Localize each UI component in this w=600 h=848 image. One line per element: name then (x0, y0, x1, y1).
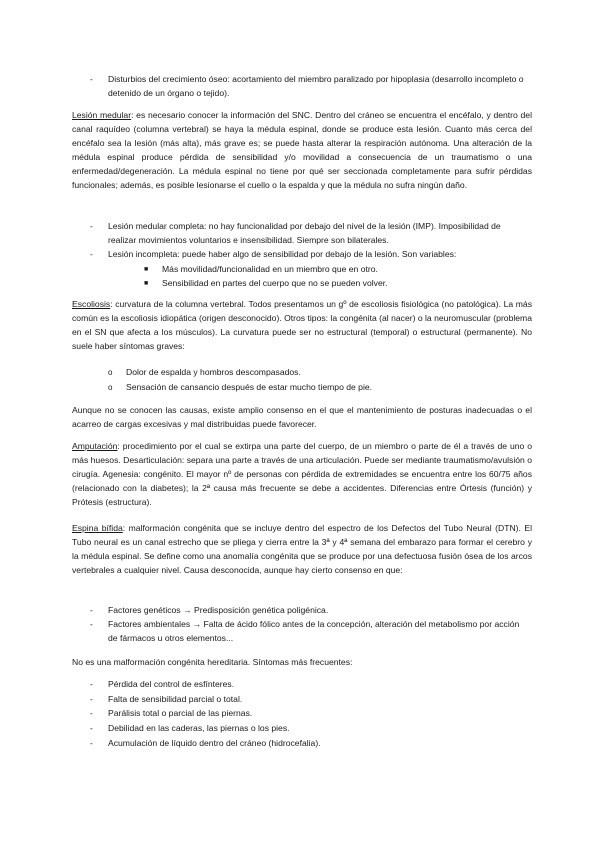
list-item: Parálisis total o parcial de las piernas. (108, 708, 253, 718)
list-dash: - (90, 249, 93, 259)
list-item: Acumulación de líquido dentro del cráneo (hidrocefalia). (108, 738, 321, 748)
list-item: Lesión incompleta: puede haber algo de sensibilidad por debajo de la lesión. Son variables: (108, 249, 457, 259)
list-dash: - (90, 723, 93, 733)
list-dash: - (90, 605, 93, 615)
paragraph-escoliosis-causes: Aunque no se conocen las causas, existe amplio consenso en el que el mantenimiento de posturas inadecuadas o el acarreo de cargas excesivas y mal distribuidas puede favorecer. (72, 405, 532, 429)
paragraph-lesion-medular (72, 109, 532, 192)
list-item: Factores genéticos → Predisposición genética poligénica. (108, 605, 329, 615)
section-heading: Escoliosis (72, 299, 111, 309)
sub-list-item: Sensibilidad en partes del cuerpo que no se pueden volver. (162, 278, 388, 288)
list-dash: - (90, 679, 93, 689)
circle-bullet-icon: o (108, 368, 113, 377)
paragraph-amputacion (72, 440, 532, 510)
list-dash: - (90, 738, 93, 748)
square-bullet-icon: ■ (144, 280, 149, 287)
list-dash: - (90, 619, 93, 629)
paragraph-escoliosis (72, 298, 532, 354)
list-dash: - (90, 221, 93, 231)
list-item: Falta de sensibilidad parcial o total. (108, 694, 243, 704)
list-item: Factores ambientales → Falta de ácido fólico antes de la concepción, alteración del metabolismo por acción de fármacos u otros elementos... (108, 619, 520, 643)
list-dash: - (90, 694, 93, 704)
list-item: Pérdida del control de esfínteres. (108, 679, 235, 689)
sub-list-item: Más movilidad/funcionalidad en un miembro que en otro. (162, 264, 378, 274)
list-item: Lesión medular completa: no hay funcionalidad por debajo del nivel de la lesión (IMP). Imposibilidad de realizar movimientos voluntarios e insensibilidad. Siempre son bilaterales. (108, 221, 501, 245)
paragraph-body: : es necesario conocer la información del SNC. Dentro del cráneo se encuentra el encéfalo, y dentro del canal raquídeo (columna vertebral) se haya la médula espinal, donde se produce esta lesión. Cuanto más cerca del encéfalo sea la lesión (más alta), más grave es; se puede hasta alterar la respiración autónoma. Una alteración de la médula espinal produce pérdida de sensibilidad y/o movilidad a consecuencia de un traumatismo o una enfermedad/degeneración. La médula espinal no tiene por qué ser seccionada completamente para sufrir pérdidas funcionales; además, es posible lesionarse el cuello o la espalda y que la médula no sufra ningún daño. (72, 110, 532, 190)
list-dash: - (90, 74, 93, 84)
list-item: Debilidad en las caderas, las piernas o los pies. (108, 723, 290, 733)
paragraph-espina-bifida (72, 522, 532, 578)
list-dash: - (90, 708, 93, 718)
paragraph-espina-symptoms: No es una malformación congénita hereditaria. Síntomas más frecuentes: (72, 657, 353, 667)
list-item: Dolor de espalda y hombros descompasados. (126, 367, 301, 377)
circle-bullet-icon: o (108, 383, 113, 392)
list-item: Sensación de cansancio después de estar mucho tiempo de pie. (126, 382, 373, 392)
section-heading: Amputación (72, 441, 118, 451)
section-heading: Lesión medular (72, 110, 132, 120)
paragraph-body: : malformación congénita que se incluye dentro del espectro de los Defectos del Tubo Neural (DTN). El Tubo neural es un canal estrecho que se pliega y cierra entre la 3ª y 4ª semana del embarazo para formar el cerebro y la médula espinal. Se define como una anomalía congénita que se produce por una defectuosa fusión ósea de los arcos vertebrales a cualquier nivel. Causa desconocida, aunque hay cierto consenso en que: (72, 523, 533, 575)
paragraph-body: : curvatura de la columna vertebral. Todos presentamos un gº de escoliosis fisiológica (no patológica). La más común es la escoliosis idiopática (origen desconocido). Otros tipos: la congénita (al nacer) o la neuromuscular (problema en el SN que afecta a los músculos). La curvatura puede ser no estructural (temporal) o estructural (permanente). No suele haber síntomas graves: (72, 299, 532, 351)
square-bullet-icon: ■ (144, 266, 149, 273)
paragraph-body: : procedimiento por el cual se extirpa una parte del cuerpo, de un miembro o parte de él a través de uno o más huesos. Desarticulación: separa una parte a través de una articulación. Puede ser mediante traumatismo/avulsión o cirugía. Agenesia: congénito. El mayor nº de personas con pérdida de extremidades se encuentra entre los 60/75 años (relacionado con la diabetes); la 2ª causa más frecuente se debe a accidentes. Diferencias entre Órtesis (función) y Prótesis (estructura). (72, 441, 532, 507)
list-item: Disturbios del crecimiento óseo: acortamiento del miembro paralizado por hipoplasia (desarrollo incompleto o detenido de un órgano o tejido). (108, 74, 524, 98)
section-heading: Espina bífida (72, 523, 123, 533)
